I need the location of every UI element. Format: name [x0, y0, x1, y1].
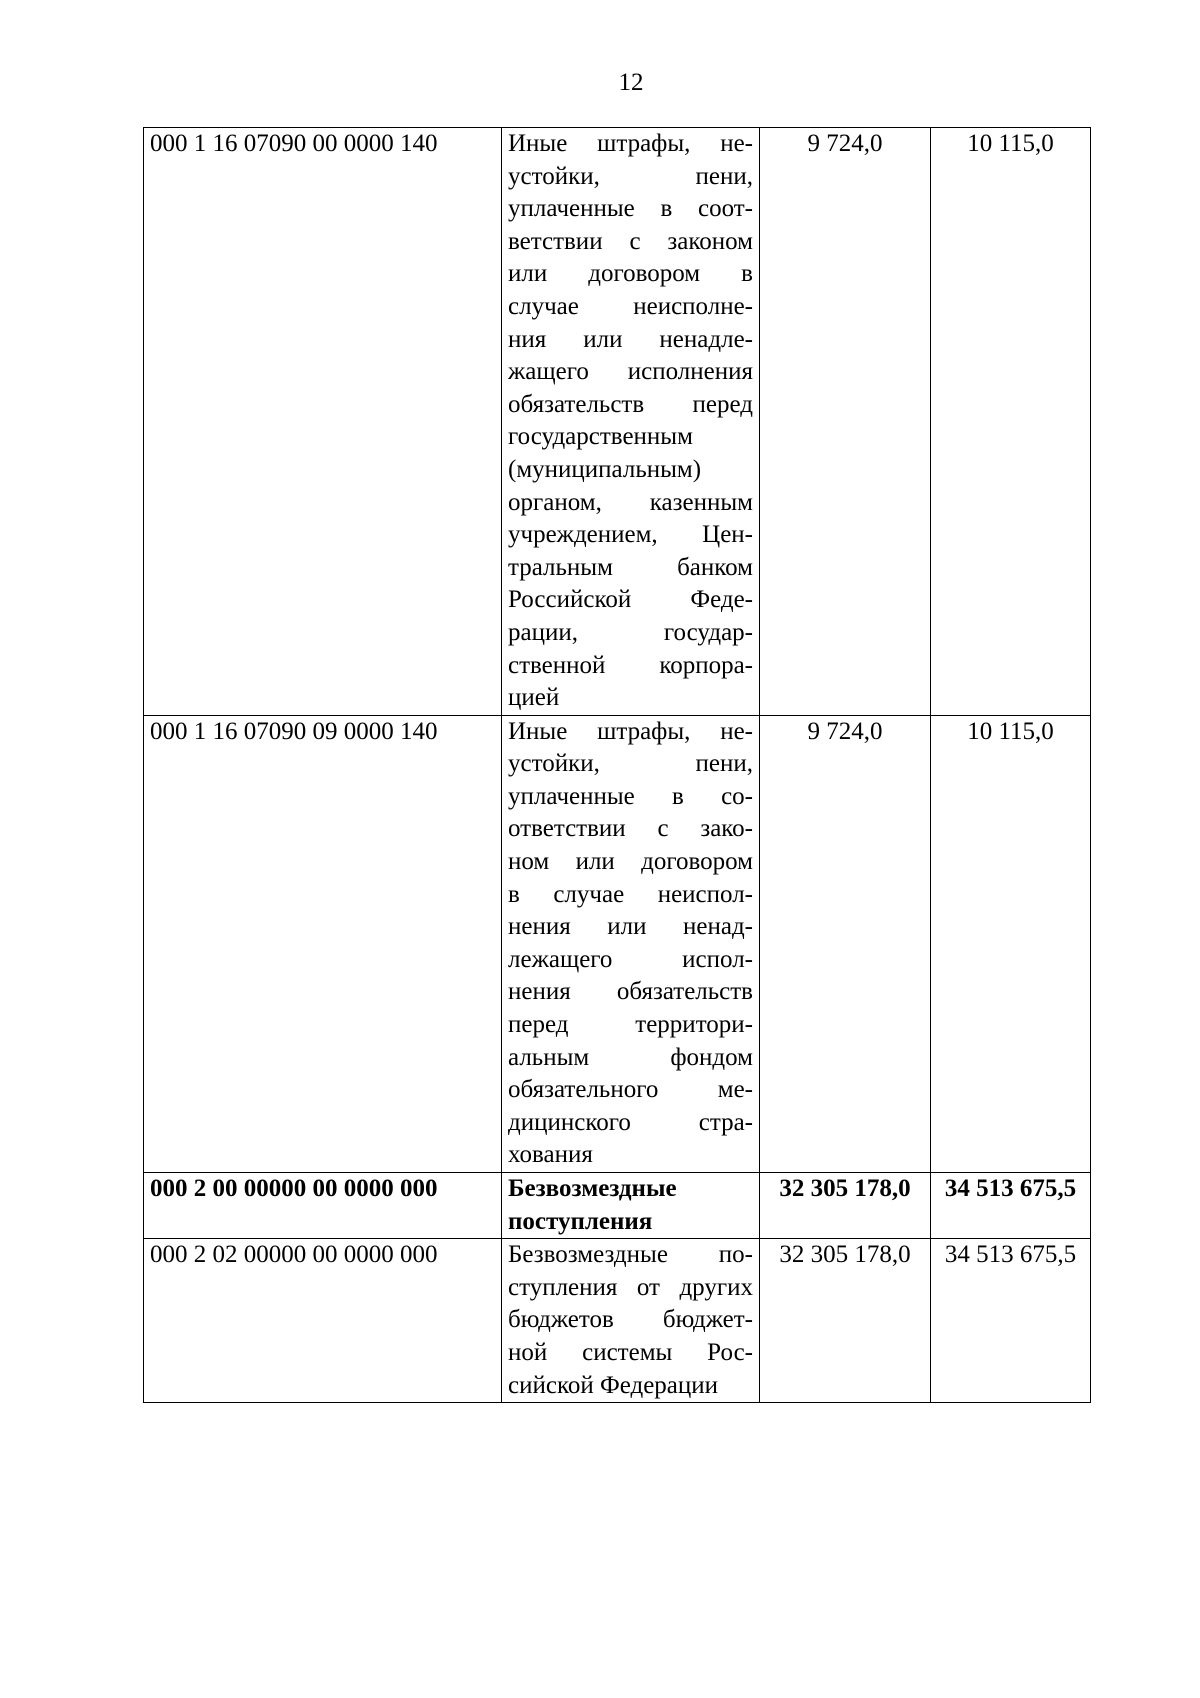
revenue-name-cell	[502, 1239, 760, 1403]
name-line: поступления	[508, 1207, 653, 1235]
name-line: цией	[508, 684, 560, 712]
table-row-total	[144, 1173, 1091, 1239]
revenue-name-cell	[502, 715, 760, 1172]
value-year-1-cell: 32 305 178,0	[760, 1173, 931, 1239]
value-year-1-cell: 9 724,0	[760, 715, 931, 1172]
name-line: тральным банком	[508, 553, 753, 581]
table-row	[144, 1239, 1091, 1403]
name-line: ответствии с зако-	[508, 815, 753, 843]
name-line: ственной корпора-	[508, 651, 753, 679]
revenue-name-cell	[502, 128, 760, 716]
name-line: альным фондом	[508, 1043, 753, 1071]
name-line: обязательств перед	[508, 390, 753, 418]
name-line: жащего исполнения	[508, 358, 753, 386]
name-line: нения обязательств	[508, 978, 753, 1006]
name-line: Иные штрафы, не-	[508, 130, 753, 157]
name-line: рации, государ-	[508, 618, 753, 646]
name-line: в случае неиспол-	[508, 880, 753, 908]
name-line: ступления от других	[508, 1273, 753, 1301]
value-year-2-cell: 10 115,0	[931, 128, 1091, 716]
name-line: учреждением, Цен-	[508, 521, 753, 549]
name-line: перед территори-	[508, 1011, 753, 1039]
name-line: уплаченные в со-	[508, 782, 753, 810]
name-line: ной системы Рос-	[508, 1338, 753, 1366]
name-line: устойки, пени,	[508, 162, 753, 190]
name-line: Иные штрафы, не-	[508, 717, 753, 745]
name-line: случае неисполне-	[508, 292, 753, 320]
name-line: дицинского стра-	[508, 1108, 753, 1136]
name-line: Безвозмездные по-	[508, 1241, 753, 1269]
page-number: 12	[618, 69, 644, 96]
name-line: или договором в	[508, 260, 753, 288]
name-line: лежащего испол-	[508, 945, 753, 973]
revenue-code-cell: 000 2 00 00000 00 0000 000	[144, 1173, 502, 1239]
value-year-2-cell: 34 513 675,5	[931, 1173, 1091, 1239]
budget-table	[143, 127, 1091, 1403]
value-year-1-cell: 32 305 178,0	[760, 1239, 931, 1403]
name-line: (муниципальным)	[508, 455, 702, 483]
name-line: хования	[508, 1141, 593, 1169]
name-line: ветствии с законом	[508, 227, 753, 255]
name-line: уплаченные в соот-	[508, 195, 753, 223]
value-year-1-cell: 9 724,0	[760, 128, 931, 716]
name-line: Российской Феде-	[508, 586, 753, 614]
revenue-name-cell	[502, 1173, 760, 1239]
name-line: бюджетов бюджет-	[508, 1306, 753, 1334]
name-line: ния или ненадле-	[508, 325, 753, 353]
value-year-2-cell: 10 115,0	[931, 715, 1091, 1172]
name-line: ном или договором	[508, 848, 753, 876]
name-line: государственным	[508, 423, 693, 451]
revenue-code-cell: 000 1 16 07090 00 0000 140	[144, 128, 502, 716]
table-row	[144, 128, 1091, 716]
name-line: нения или ненад-	[508, 913, 753, 941]
name-line: органом, казенным	[508, 488, 753, 516]
revenue-code-cell: 000 1 16 07090 09 0000 140	[144, 715, 502, 1172]
name-line: устойки, пени,	[508, 750, 753, 778]
table-row	[144, 715, 1091, 1172]
name-line: обязательного ме-	[508, 1076, 753, 1104]
name-line: сийской Федерации	[508, 1371, 719, 1399]
value-year-2-cell: 34 513 675,5	[931, 1239, 1091, 1403]
name-line: Безвозмездные	[508, 1175, 677, 1202]
revenue-code-cell: 000 2 02 00000 00 0000 000	[144, 1239, 502, 1403]
